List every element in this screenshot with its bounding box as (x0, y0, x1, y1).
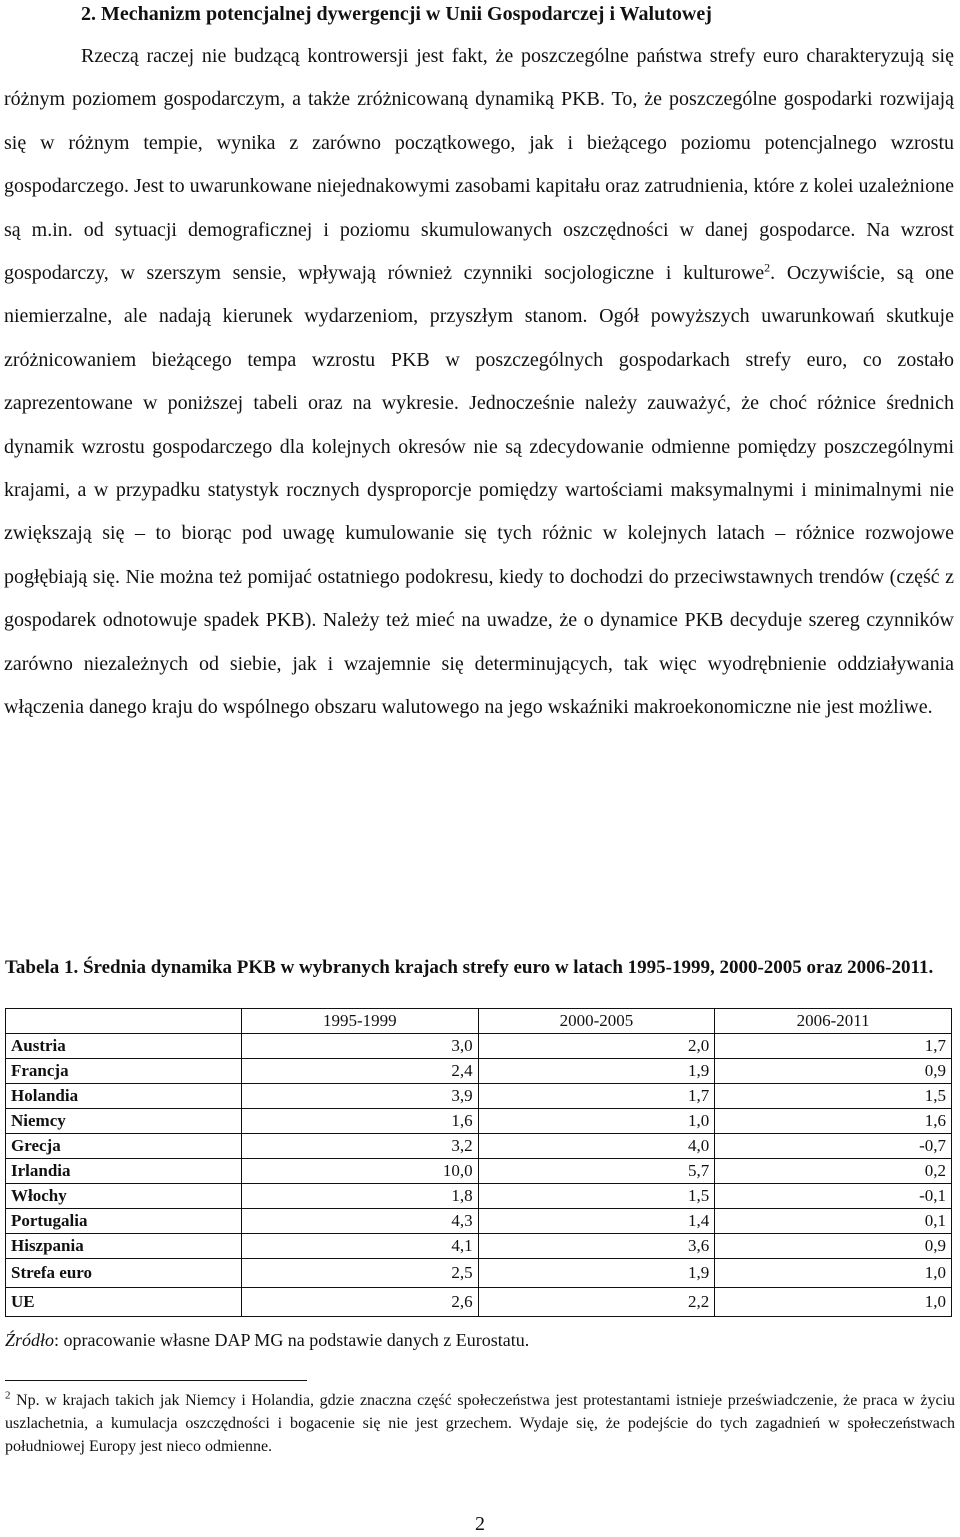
table-body (6, 1034, 952, 1317)
country-cell: Holandia (6, 1084, 242, 1109)
value-cell-2006-2011: 0,9 (715, 1059, 952, 1084)
table-header-row (6, 1009, 952, 1034)
value-cell-2000-2005: 4,0 (478, 1134, 715, 1159)
value-cell-2000-2005: 1,9 (478, 1059, 715, 1084)
value-cell-1995-1999: 4,3 (241, 1209, 478, 1234)
table-row (6, 1034, 952, 1059)
country-cell: Strefa euro (6, 1259, 242, 1288)
footnote-number: 2 (5, 1389, 11, 1402)
value-cell-1995-1999: 1,6 (241, 1109, 478, 1134)
table-row (6, 1109, 952, 1134)
country-cell: Irlandia (6, 1159, 242, 1184)
table-row (6, 1288, 952, 1317)
value-cell-2000-2005: 2,2 (478, 1288, 715, 1317)
header-cell-empty (6, 1009, 242, 1034)
value-cell-2006-2011: -0,1 (715, 1184, 952, 1209)
footnote (5, 1389, 955, 1458)
country-cell: Francja (6, 1059, 242, 1084)
value-cell-1995-1999: 3,9 (241, 1084, 478, 1109)
table-row (6, 1159, 952, 1184)
value-cell-2006-2011: 1,6 (715, 1109, 952, 1134)
country-cell: Austria (6, 1034, 242, 1059)
body-text-part-1: Rzeczą raczej nie budzącą kontrowersji jest fakt, że poszczególne państwa strefy euro charakteryzują się różnym poziomem gospodarczym, a także zróżnicowaną dynamiką PKB. To, że poszczególne gospodarki rozwijają się w różnym tempie, wynika z zarówno początkowego, jak i bieżącego poziomu potencjalnego wzrostu gospodarczego. Jest to uwarunkowane niejednakowymi zasobami kapitału oraz zatrudnienia, które z kolei uzależnione są m.in. od sytuacji demograficznej i poziomu skumulowanych oszczędności w danej gospodarce. Na wzrost gospodarczy, w szerszym sensie, wpływają również czynniki socjologiczne i kulturowe (4, 45, 954, 285)
value-cell-2000-2005: 1,4 (478, 1209, 715, 1234)
value-cell-1995-1999: 10,0 (241, 1159, 478, 1184)
value-cell-2006-2011: 1,0 (715, 1259, 952, 1288)
body-text-part-2: . Oczywiście, są one niemierzalne, ale nadają kierunek wydarzeniom, przyszłym stanom. Ogół powyższych uwarunkowań skutkuje zróżnicowaniem bieżącego tempa wzrostu PKB w poszczególnych gospodarkach strefy euro, co zostało zaprezentowane w poniższej tabeli oraz na wykresie. Jednocześnie należy zauważyć, że choć różnice średnich dynamik wzrostu gospodarczego dla kolejnych okresów nie są zdecydowanie odmienne pomiędzy poszczególnymi krajami, a w przypadku statystyk rocznych dysproporcje pomiędzy wartościami maksymalnymi i minimalnymi nie zwiększają się – to biorąc pod uwagę kumulowanie się tych różnic w kolejnych latach – różnice rozwojowe pogłębiają się. Nie można też pomijać ostatniego podokresu, kiedy to dochodzi do przeciwstawnych trendów (część z gospodarek odnotowuje spadek PKB). Należy też mieć na uwadze, że o dynamice PKB decyduje szereg czynników zarówno niezależnych od siebie, jak i wzajemnie się determinujących, tak więc wyodrębnienie oddziaływania włączenia danego kraju do wspólnego obszaru walutowego na jego wskaźniki makroekonomiczne nie jest możliwe. (4, 262, 955, 719)
footnote-reference[interactable]: 2 (764, 260, 771, 275)
value-cell-2006-2011: 1,0 (715, 1288, 952, 1317)
table-row (6, 1234, 952, 1259)
table-row (6, 1059, 952, 1084)
value-cell-2000-2005: 1,5 (478, 1184, 715, 1209)
country-cell: Portugalia (6, 1209, 242, 1234)
source-text: : opracowanie własne DAP MG na podstawie danych z Eurostatu. (54, 1330, 530, 1350)
country-cell: Niemcy (6, 1109, 242, 1134)
section-heading: 2. Mechanizm potencjalnej dywergencji w Unii Gospodarczej i Walutowej (81, 3, 712, 25)
footnote-divider (5, 1380, 307, 1381)
page-number: 2 (475, 1513, 485, 1535)
value-cell-2000-2005: 2,0 (478, 1034, 715, 1059)
value-cell-2000-2005: 1,0 (478, 1109, 715, 1134)
value-cell-1995-1999: 2,4 (241, 1059, 478, 1084)
value-cell-2006-2011: 0,2 (715, 1159, 952, 1184)
body-paragraph (4, 35, 954, 730)
value-cell-2000-2005: 1,7 (478, 1084, 715, 1109)
footnote-text: Np. w krajach takich jak Niemcy i Holandia, gdzie znaczna część społeczeństwa jest protestantami istnieje przeświadczenie, że praca w życiu uszlachetnia, a kumulacja oszczędności i bogacenie się nie jest grzechem. Wydaje się, że podejście do tych zagadnień w społeczeństwach południowej Europy jest nieco odmienne. (5, 1392, 955, 1455)
table-row (6, 1134, 952, 1159)
value-cell-2006-2011: 1,7 (715, 1034, 952, 1059)
value-cell-1995-1999: 4,1 (241, 1234, 478, 1259)
table-row (6, 1184, 952, 1209)
header-cell-2006-2011: 2006-2011 (715, 1009, 952, 1034)
header-cell-1995-1999: 1995-1999 (241, 1009, 478, 1034)
value-cell-2006-2011: 1,5 (715, 1084, 952, 1109)
table-source (5, 1328, 529, 1352)
value-cell-2006-2011: -0,7 (715, 1134, 952, 1159)
gdp-dynamics-table (5, 1008, 952, 1317)
value-cell-2000-2005: 3,6 (478, 1234, 715, 1259)
table-row (6, 1084, 952, 1109)
value-cell-1995-1999: 1,8 (241, 1184, 478, 1209)
value-cell-2006-2011: 0,1 (715, 1209, 952, 1234)
value-cell-2006-2011: 0,9 (715, 1234, 952, 1259)
value-cell-2000-2005: 1,9 (478, 1259, 715, 1288)
value-cell-2000-2005: 5,7 (478, 1159, 715, 1184)
table-row (6, 1259, 952, 1288)
value-cell-1995-1999: 3,0 (241, 1034, 478, 1059)
country-cell: UE (6, 1288, 242, 1317)
table-caption: Tabela 1. Średnia dynamika PKB w wybranych krajach strefy euro w latach 1995-1999, 2000-2005 oraz 2006-2011. (5, 957, 934, 978)
source-label: Źródło (5, 1330, 55, 1350)
country-cell: Włochy (6, 1184, 242, 1209)
table-row (6, 1209, 952, 1234)
country-cell: Hiszpania (6, 1234, 242, 1259)
value-cell-1995-1999: 3,2 (241, 1134, 478, 1159)
value-cell-1995-1999: 2,5 (241, 1259, 478, 1288)
header-cell-2000-2005: 2000-2005 (478, 1009, 715, 1034)
country-cell: Grecja (6, 1134, 242, 1159)
value-cell-1995-1999: 2,6 (241, 1288, 478, 1317)
